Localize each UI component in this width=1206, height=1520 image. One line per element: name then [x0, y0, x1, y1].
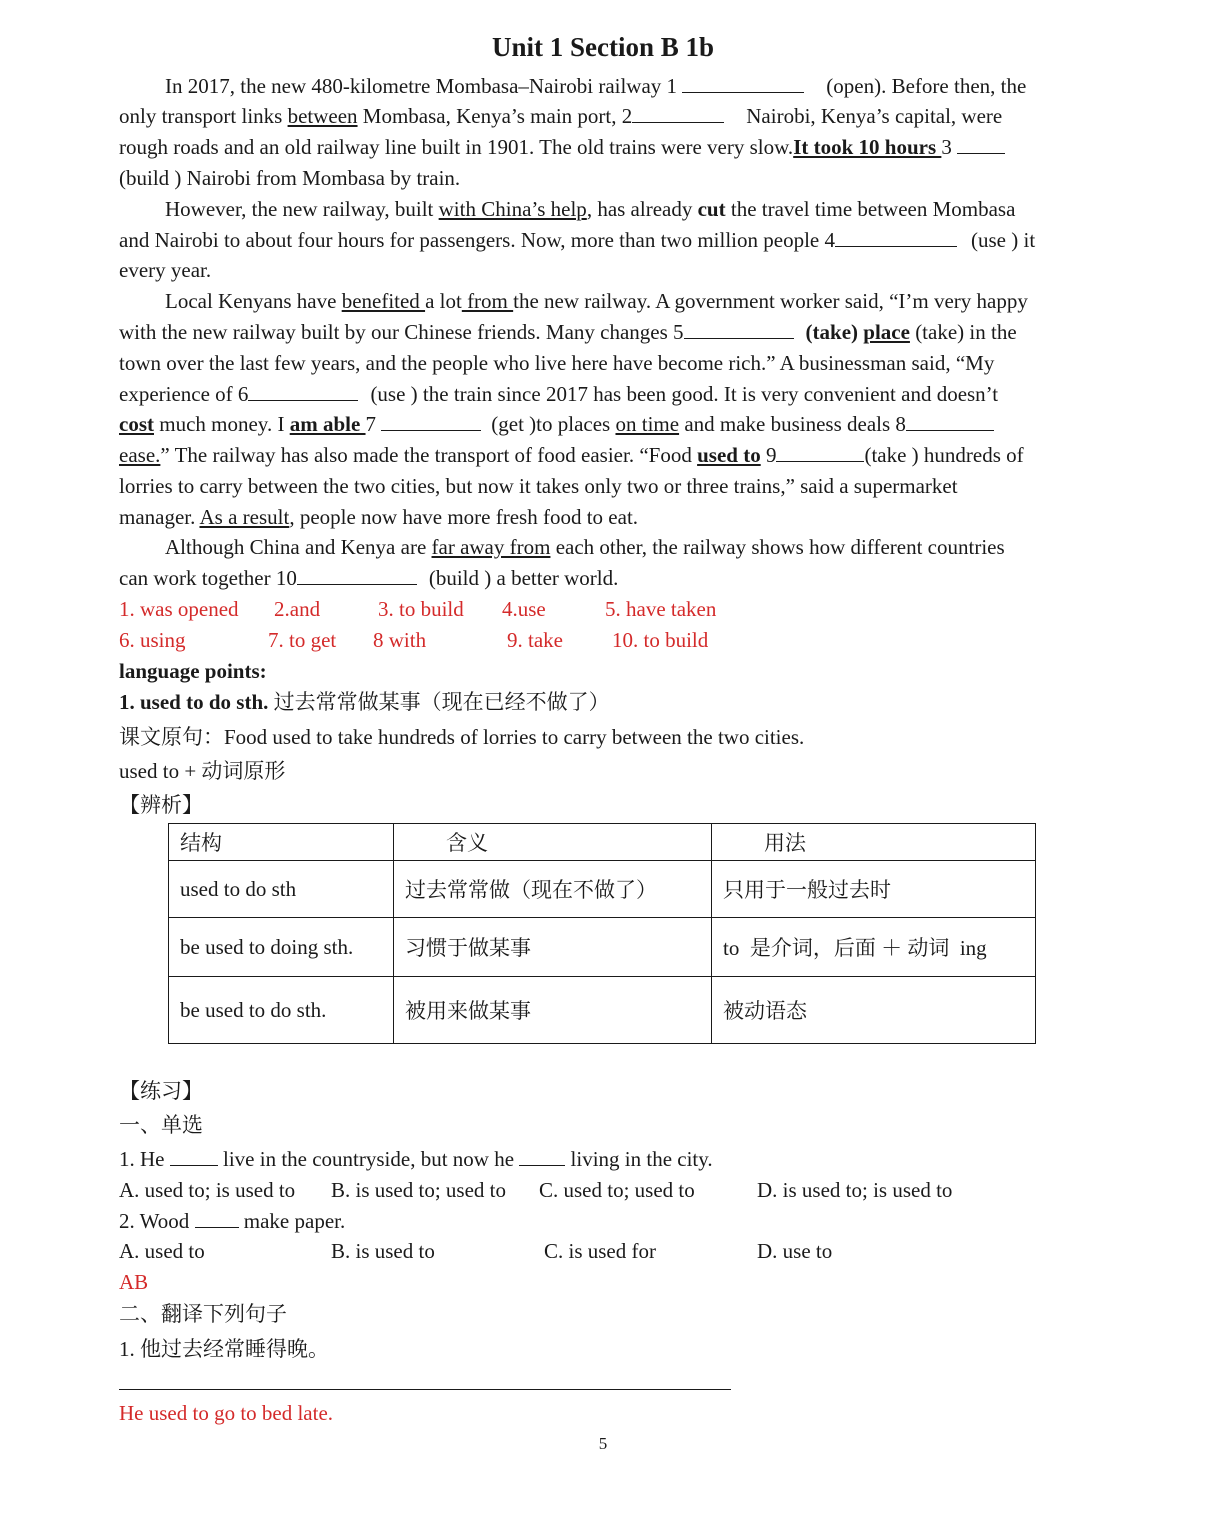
q2-option-a[interactable]: A. used to: [119, 1239, 205, 1263]
question-1: 1. He live in the countryside, but now he living in the city.: [119, 1147, 713, 1171]
comparison-table: [168, 823, 1036, 1044]
passage-line-12: cost much money. I am able 7 (get )to places on time and make business deals 8: [119, 410, 994, 438]
blank-5[interactable]: [684, 320, 794, 339]
table-cell: used to do sth: [169, 861, 394, 918]
q2-option-d[interactable]: D. use to: [757, 1239, 833, 1263]
answer-3: 3. to build: [378, 597, 464, 621]
answer-6: 6. using: [119, 628, 186, 652]
passage-line-13: ease.” The railway has also made the transport of food easier. “Food used to 9 (take ) hundreds of: [119, 443, 1024, 467]
passage-line-2: only transport links between Mombasa, Kenya’s main port, 2 Nairobi, Kenya’s capital, were: [119, 104, 1003, 128]
table-cell: 被用来做某事: [394, 977, 712, 1044]
answer-1: 1. was opened: [119, 597, 239, 621]
passage-line-17: can work together 10 (build ) a better world.: [119, 566, 619, 590]
structure-note: used to + 动词原形: [119, 759, 286, 783]
q2-blank[interactable]: [195, 1209, 239, 1228]
page-number: 5: [598, 1434, 608, 1453]
passage-line-5: However, the new railway, built with China’s help, has already cut the travel time between Mombasa: [165, 197, 1016, 221]
blank-9[interactable]: [776, 443, 864, 462]
passage-line-11: experience of 6 (use ) the train since 2017 has been good. It is very convenient and doesn’t: [119, 382, 999, 406]
answer-line[interactable]: [119, 1389, 731, 1390]
page-title: Unit 1 Section B 1b: [491, 32, 715, 62]
translation-answer-1: He used to go to bed late.: [119, 1401, 334, 1425]
blank-8[interactable]: [906, 412, 994, 431]
q2-option-c[interactable]: C. is used for: [544, 1239, 656, 1263]
mc-answer: AB: [119, 1270, 149, 1294]
q1-blank-1[interactable]: [170, 1147, 218, 1166]
q1-option-a[interactable]: A. used to; is used to: [119, 1178, 296, 1202]
source-sentence: 课文原句：Food used to take hundreds of lorries to carry between the two cities.: [119, 725, 805, 749]
table-header-structure: 结构: [169, 824, 394, 861]
section-multiple-choice: 一、单选: [119, 1113, 203, 1137]
answer-4: 4.use: [502, 597, 546, 621]
blank-6[interactable]: [248, 382, 358, 401]
table-cell: 只用于一般过去时: [712, 861, 1036, 918]
blank-2[interactable]: [632, 104, 724, 123]
q1-option-c[interactable]: C. used to; used to: [539, 1178, 695, 1202]
table-header-meaning: 含义: [394, 824, 712, 861]
table-header-row: [169, 824, 1036, 861]
blank-1[interactable]: [682, 74, 804, 93]
answer-5: 5. have taken: [605, 597, 717, 621]
q1-blank-2[interactable]: [519, 1147, 565, 1166]
blank-3[interactable]: [957, 135, 1005, 154]
passage-line-7: every year.: [119, 258, 212, 282]
passage-line-8: Local Kenyans have benefited a lot from the new railway. A government worker said, “I’m very happy: [165, 289, 1028, 313]
analysis-heading: 【辨析】: [119, 793, 203, 817]
table-cell: be used to do sth.: [169, 977, 394, 1044]
blank-10[interactable]: [297, 566, 417, 585]
question-2: 2. Wood make paper.: [119, 1209, 346, 1233]
table-cell: 被动语态: [712, 977, 1036, 1044]
answer-9: 9. take: [507, 628, 563, 652]
table-cell: be used to doing sth.: [169, 918, 394, 977]
section-translation: 二、翻译下列句子: [119, 1302, 287, 1326]
passage-line-4: (build ) Nairobi from Mombasa by train.: [119, 166, 461, 190]
blank-4[interactable]: [835, 228, 957, 247]
passage-line-9: with the new railway built by our Chinese friends. Many changes 5 (take) place (take) in the: [119, 320, 1017, 344]
table-row: [169, 977, 1036, 1044]
passage-line-1: In 2017, the new 480-kilometre Mombasa–Nairobi railway 1 (open). Before then, the: [165, 74, 1027, 98]
table-cell: 过去常常做（现在不做了）: [394, 861, 712, 918]
q2-option-b[interactable]: B. is used to: [331, 1239, 435, 1263]
table-row: [169, 861, 1036, 918]
table-cell: to 是介词，后面 ＋ 动词 ing: [712, 918, 1036, 977]
blank-7[interactable]: [381, 412, 481, 431]
passage-line-10: town over the last few years, and the people who live here have become rich.” A businessman said, “My: [119, 351, 995, 375]
table-row: [169, 918, 1036, 977]
passage-line-14: lorries to carry between the two cities, but now it takes only two or three trains,” said a supermarket: [119, 474, 958, 498]
passage-line-15: manager. As a result, people now have more fresh food to eat.: [119, 505, 639, 529]
answer-10: 10. to build: [612, 628, 709, 652]
passage-line-6: and Nairobi to about four hours for passengers. Now, more than two million people 4 (use ) it: [119, 228, 1036, 252]
q1-option-d[interactable]: D. is used to; is used to: [757, 1178, 953, 1202]
table-header-usage: 用法: [712, 824, 1036, 861]
answer-7: 7. to get: [268, 628, 337, 652]
language-points-heading: language points:: [119, 659, 267, 683]
passage-line-16: Although China and Kenya are far away from each other, the railway shows how different countries: [165, 535, 1005, 559]
answer-8: 8 with: [373, 628, 427, 652]
answer-2: 2.and: [274, 597, 321, 621]
passage-line-3: rough roads and an old railway line built in 1901. The old trains were very slow.It took 10 hours 3: [119, 133, 1005, 161]
q1-option-b[interactable]: B. is used to; used to: [331, 1178, 507, 1202]
translation-question-1: 1. 他过去经常睡得晚。: [119, 1337, 329, 1361]
exercise-heading: 【练习】: [119, 1079, 203, 1103]
point-1: 1. used to do sth. 过去常常做某事（现在已经不做了）: [119, 690, 610, 714]
table-cell: 习惯于做某事: [394, 918, 712, 977]
